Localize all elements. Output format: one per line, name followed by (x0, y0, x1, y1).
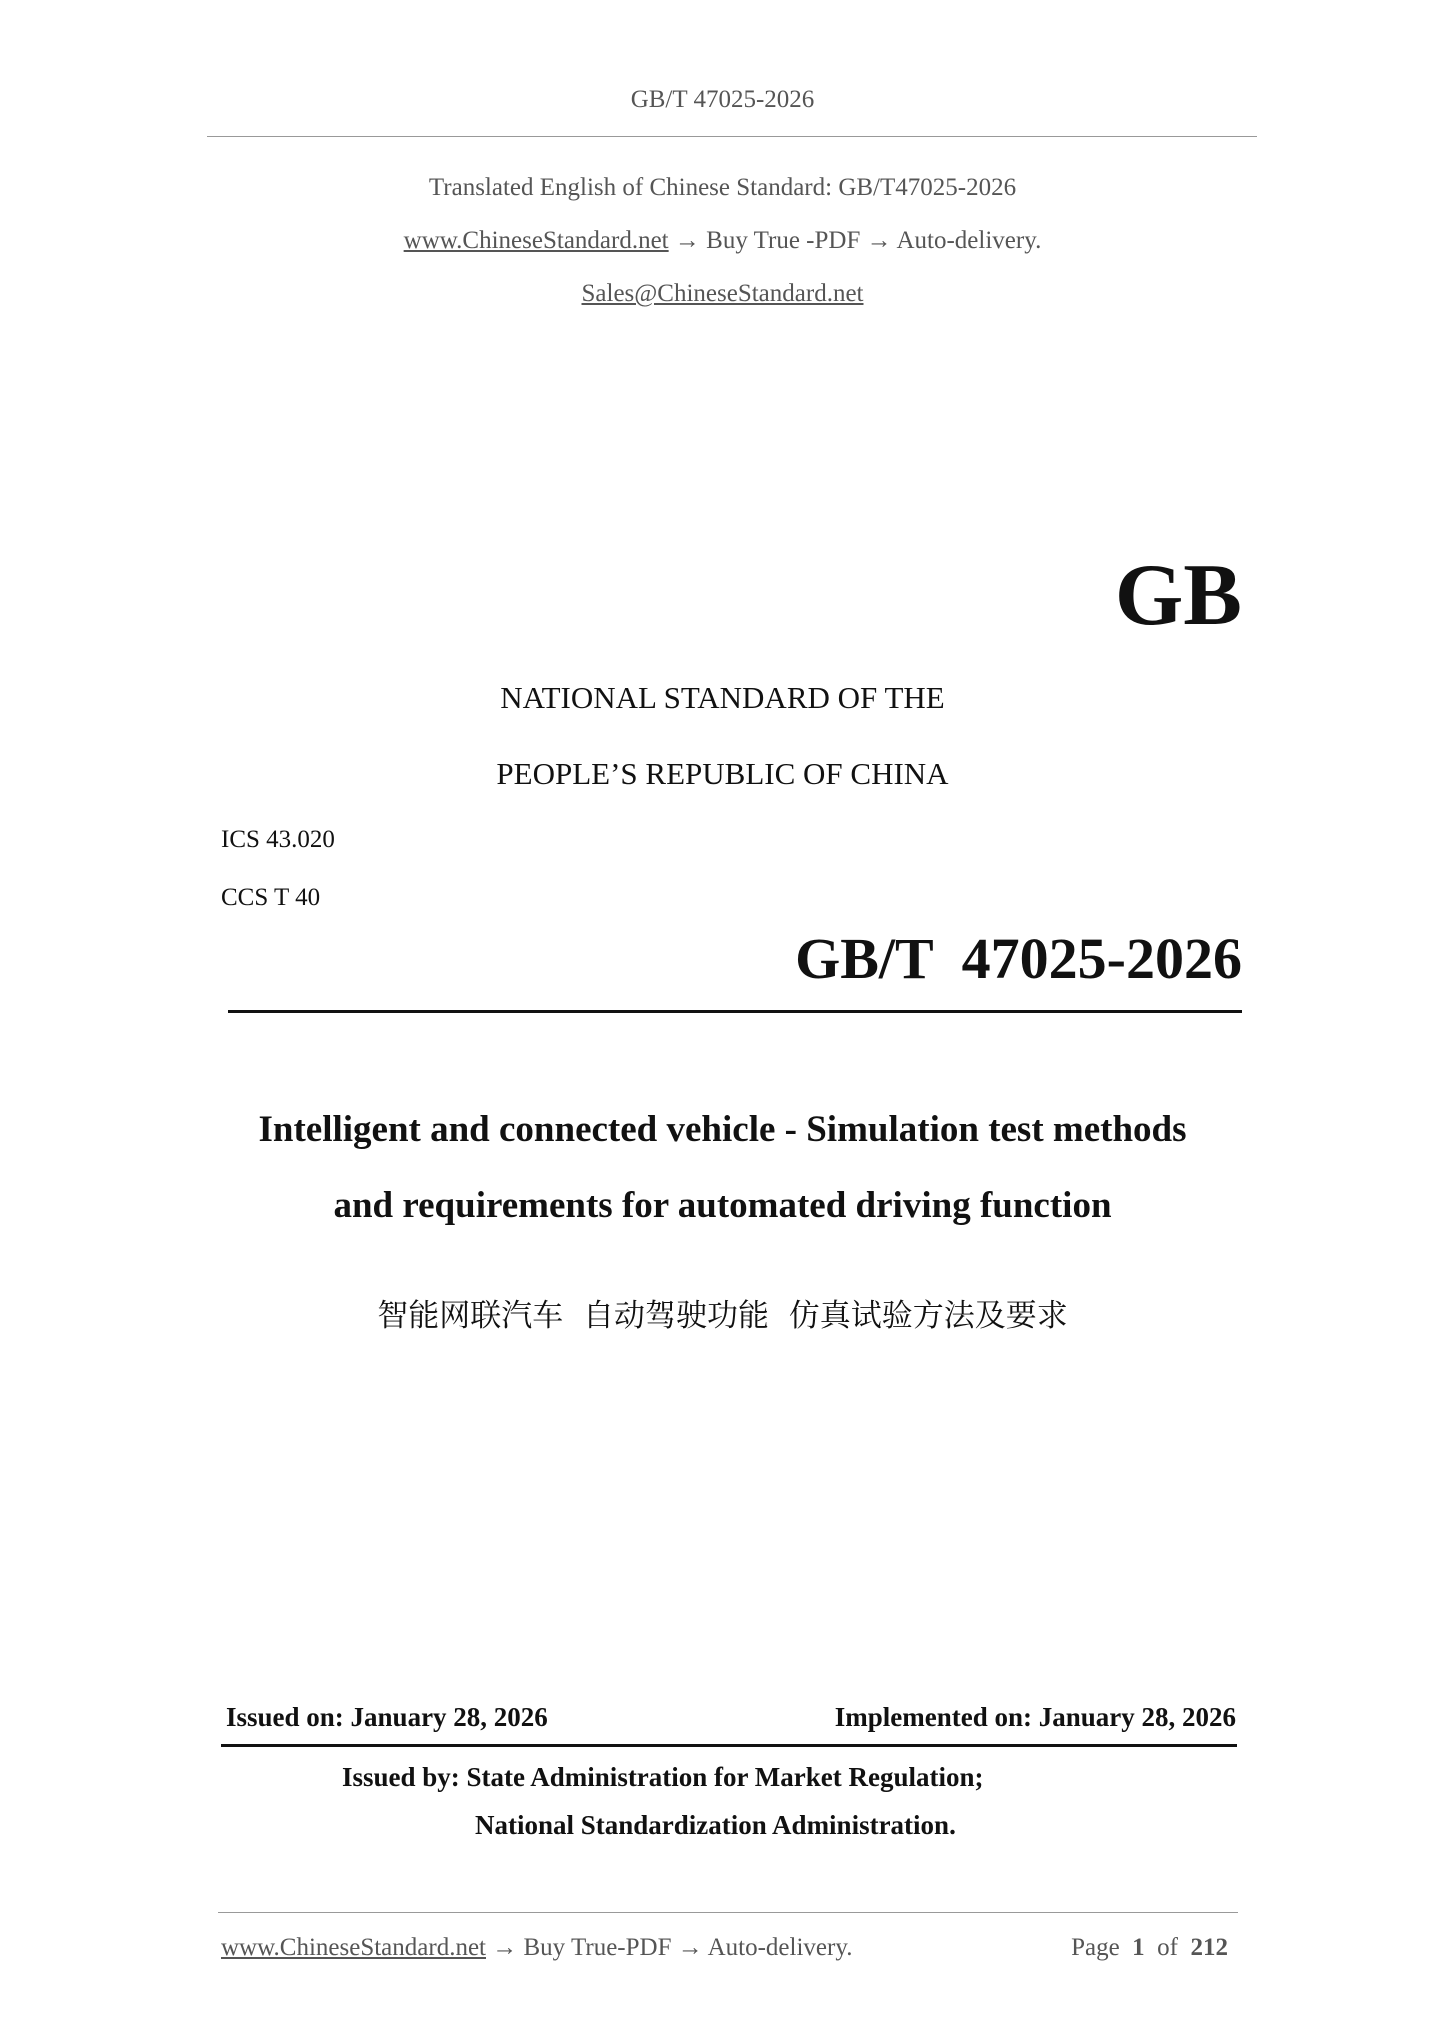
issued-by-line-1: Issued by: State Administration for Market Regulation; (342, 1762, 984, 1792)
promo-site-link[interactable]: www.ChineseStandard.net (403, 227, 669, 254)
header-divider (207, 136, 1257, 137)
implemented-on: Implemented on: January 28, 2026 (834, 1702, 1236, 1732)
issued-rule (221, 1744, 1237, 1747)
page-label: Page (1071, 1934, 1120, 1961)
page-of: of (1157, 1934, 1178, 1961)
footer-site-link[interactable]: www.ChineseStandard.net (221, 1934, 486, 1961)
promo-line-3 (0, 280, 1445, 308)
footer-left (221, 1934, 852, 1962)
title-cn: 智能网联汽车 自动驾驶功能 仿真试验方法及要求 (377, 1298, 1068, 1334)
issued-on: Issued on: January 28, 2026 (226, 1702, 548, 1732)
national-standard-line-1: NATIONAL STANDARD OF THE (500, 680, 945, 715)
standard-number-rule (228, 1010, 1242, 1013)
page-indicator (1071, 1934, 1228, 1962)
ccs-code: CCS T 40 (221, 884, 321, 911)
promo-line-2-text: → Buy True -PDF → Auto-delivery. (674, 227, 1042, 254)
issued-by-line-2: National Standardization Administration. (475, 1810, 956, 1840)
running-header: GB/T 47025-2026 (630, 86, 815, 113)
promo-email-link[interactable]: Sales@ChineseStandard.net (581, 280, 864, 307)
page-current: 1 (1132, 1934, 1145, 1961)
standard-number: GB/T 47025-2026 (795, 926, 1242, 991)
ics-code: ICS 43.020 (221, 826, 335, 853)
gb-mark: GB (1114, 547, 1242, 644)
footer-divider (218, 1912, 1238, 1913)
title-en-line-1: Intelligent and connected vehicle - Simulation test methods (258, 1109, 1187, 1150)
national-standard-line-2: PEOPLE’S REPUBLIC OF CHINA (496, 756, 949, 791)
promo-line-1: Translated English of Chinese Standard: GB/T47025-2026 (428, 174, 1017, 201)
promo-line-2 (0, 227, 1445, 255)
footer-text: → Buy True-PDF → Auto-delivery. (492, 1934, 853, 1961)
page-total: 212 (1190, 1934, 1228, 1961)
title-en-line-2: and requirements for automated driving function (333, 1185, 1112, 1226)
